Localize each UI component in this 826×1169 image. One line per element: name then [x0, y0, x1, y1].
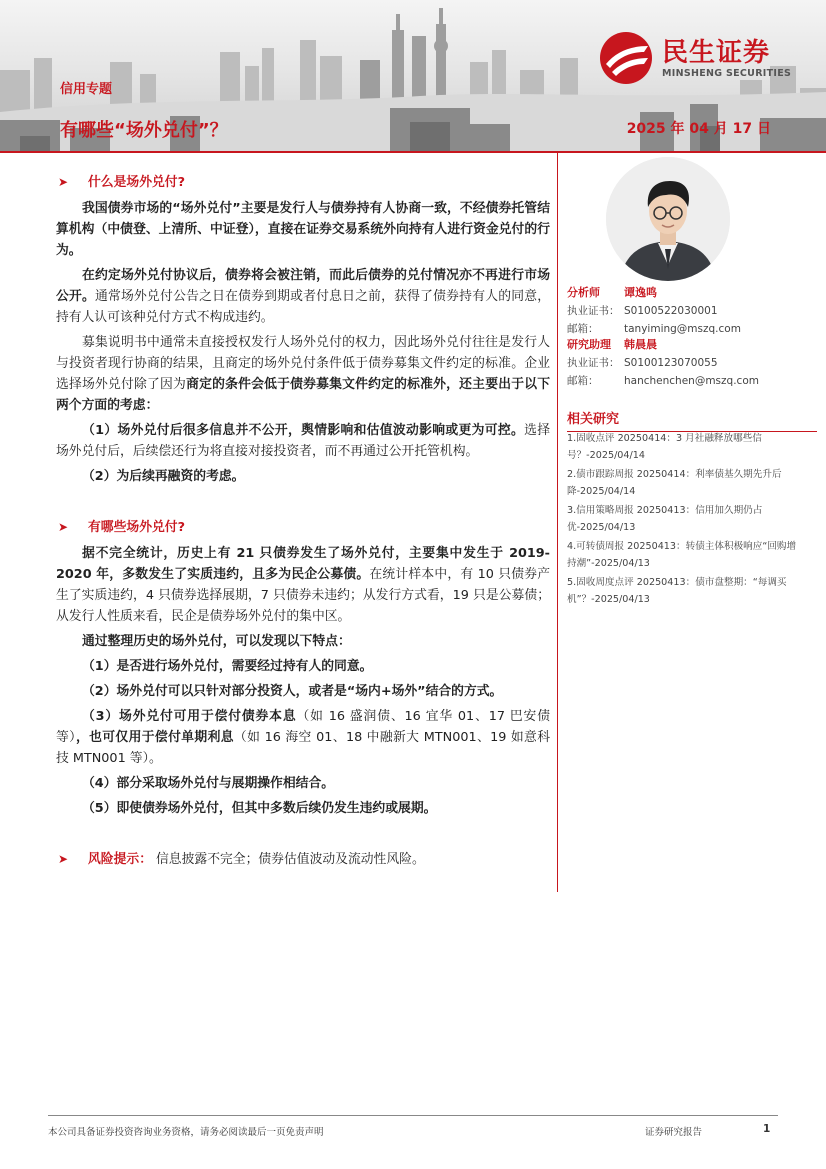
- paragraph: [56, 265, 550, 328]
- section-heading: [56, 517, 550, 539]
- related-research-item[interactable]: 5.固收周度点评 20250413：债市盘整期：“每调买机”？-2025/04/13: [567, 577, 787, 605]
- bold-text-run: （4）部分采取场外兑付与展期操作相结合。: [82, 776, 335, 791]
- report-date: 2025 年 04 月 17 日: [626, 121, 771, 137]
- related-research-item[interactable]: 4.可转债周报 20250413：转债主体积极响应“回购增持潮”-2025/04/13: [567, 541, 797, 569]
- email-link[interactable]: hanchenchen@mszq.com: [624, 375, 759, 387]
- analyst-block-1: [567, 284, 817, 338]
- company-logo: [598, 30, 803, 86]
- bold-text-run: （3）场外兑付可用于偿付债券本息: [82, 709, 297, 724]
- bold-text-run: 我国债券市场的“场外兑付”主要是发行人与债券持有人协商一致，不经债券托管结算机构（中债登、上清所、中证登），直接在证券交易系统外向持有人进行资金兑付的行为。: [56, 201, 550, 258]
- logo-english-name: MINSHENG SECURITIES: [662, 68, 792, 79]
- related-research-item[interactable]: 3.信用策略周报 20250413：信用加久期仍占优-2025/04/13: [567, 505, 763, 533]
- footer-report-label: 证券研究报告: [645, 1127, 703, 1138]
- paragraph: [56, 466, 550, 487]
- related-research-list: [567, 430, 797, 610]
- header-banner: [0, 0, 826, 152]
- page-number: 1: [763, 1123, 771, 1135]
- paragraph: [56, 420, 550, 462]
- bold-text-run: 据不完全统计，历史上有 21 只债券发生了场外兑付，主要集中发生于 2019-2020 年，多数发生了实质违约，且多为民企公募债。: [56, 546, 550, 582]
- footer-divider: [48, 1115, 778, 1116]
- text-run: （如 16 海空 01、18 中融新大 MTN001、19 如意科技 MTN001 等）。: [56, 730, 550, 766]
- footer-disclaimer: 本公司具备证券投资咨询业务资格，请务必阅读最后一页免责声明: [48, 1127, 324, 1138]
- paragraph: [56, 656, 550, 677]
- text-run: 选择场外兑付后，后续偿还行为将直接对接投资者，而不再通过公开托管机构。: [56, 423, 551, 459]
- text-run: 募集说明书中通常未直接授权发行人场外兑付的权力，因此场外兑付往往是发行人与投资者现行协商的结果，且商定的场外兑付条件低于债券募集文件约定的标准。企业选择场外兑付除了因为: [56, 335, 550, 392]
- section-body: [56, 543, 550, 819]
- text-run: （如 16 盛润债、16 宜华 01、17 巴安债等）: [56, 709, 550, 745]
- email-label: 邮箱：: [567, 323, 599, 335]
- related-research-item[interactable]: 1.固收点评 20250414：3 月社融释放哪些信号？-2025/04/14: [567, 433, 762, 461]
- analyst-portrait-image: [606, 157, 730, 281]
- header-divider: [0, 151, 826, 153]
- paragraph: [56, 198, 550, 261]
- section-body: [56, 198, 550, 487]
- paragraph: [56, 798, 550, 819]
- chevron-right-icon: ➤: [58, 175, 69, 189]
- risk-warning: [56, 849, 550, 871]
- chevron-right-icon: ➤: [58, 520, 69, 534]
- risk-text: 信息披露不完全；债券估值波动及流动性风险。: [156, 852, 425, 867]
- report-title: 有哪些“场外兑付”？: [60, 120, 228, 141]
- analyst-name: 韩晨晨: [624, 338, 657, 351]
- section-title: 什么是场外兑付?: [88, 175, 186, 190]
- bold-text-run: 在约定场外兑付协议后，债券将会被注销，而此后债券的兑付情况亦不再进行市场公开。: [56, 268, 550, 304]
- analyst-role: 研究助理: [567, 338, 611, 351]
- bold-text-run: （1）场外兑付后很多信息并不公开，舆情影响和估值波动影响或更为可控。: [82, 423, 525, 438]
- bold-text-run: （2）为后续再融资的考虑。: [82, 469, 245, 484]
- bold-text-run: 通过整理历史的场外兑付，可以发现以下特点：: [82, 634, 351, 649]
- bold-text-run: （2）场外兑付可以只针对部分投资人，或者是“场内+场外”结合的方式。: [82, 684, 503, 699]
- related-research-item[interactable]: 2.债市跟踪周报 20250414：利率债基久期先升后降-2025/04/14: [567, 469, 782, 497]
- cert-label: 执业证书：: [567, 305, 620, 317]
- paragraph: [56, 773, 550, 794]
- email-label: 邮箱：: [567, 375, 599, 387]
- bold-text-run: 商定的条件会低于债券募集文件约定的标准外，还主要出于以下两个方面的考虑：: [56, 377, 551, 413]
- minsheng-logo-icon: [598, 30, 656, 86]
- paragraph: [56, 681, 550, 702]
- cert-number: S0100123070055: [624, 357, 718, 369]
- analyst-block-2: [567, 336, 817, 390]
- text-run: 在统计样本中，有 10 只债券产生了实质违约，4 只债券选择展期，7 只债券未违约；从发行方式看，19 只是公募债；从发行人性质来看，民企是债券场外兑付的集中区。: [56, 567, 551, 624]
- section-title: 有哪些场外兑付?: [88, 520, 186, 535]
- bold-text-run: （1）是否进行场外兑付，需要经过持有人的同意。: [82, 659, 373, 674]
- cert-number: S0100522030001: [624, 305, 718, 317]
- analyst-photo: [606, 157, 730, 281]
- related-research-title: 相关研究: [567, 412, 620, 427]
- column-divider: [557, 152, 558, 892]
- main-content: [56, 172, 550, 871]
- text-run: 通常场外兑付公告之日在债券到期或者付息日之前，获得了债券持有人的同意，持有人认可该种兑付方式不构成违约。: [56, 289, 551, 325]
- analyst-name: 谭逸鸣: [624, 286, 657, 299]
- report-type: 信用专题: [60, 82, 113, 97]
- cert-label: 执业证书：: [567, 357, 620, 369]
- section-heading: [56, 172, 550, 194]
- bold-text-run: （5）即使债券场外兑付，但其中多数后续仍发生违约或展期。: [82, 801, 437, 816]
- paragraph: [56, 631, 550, 652]
- email-link[interactable]: tanyiming@mszq.com: [624, 323, 741, 335]
- risk-label: 风险提示：: [88, 852, 152, 867]
- related-research-header: [567, 408, 817, 432]
- logo-chinese-name: 民生证券: [662, 38, 771, 68]
- chevron-right-icon: ➤: [58, 852, 69, 866]
- bold-text-run: ，也可仅用于偿付单期利息: [75, 730, 234, 745]
- analyst-role: 分析师: [567, 286, 600, 299]
- paragraph: [56, 332, 550, 416]
- paragraph: [56, 543, 550, 627]
- paragraph: [56, 706, 550, 769]
